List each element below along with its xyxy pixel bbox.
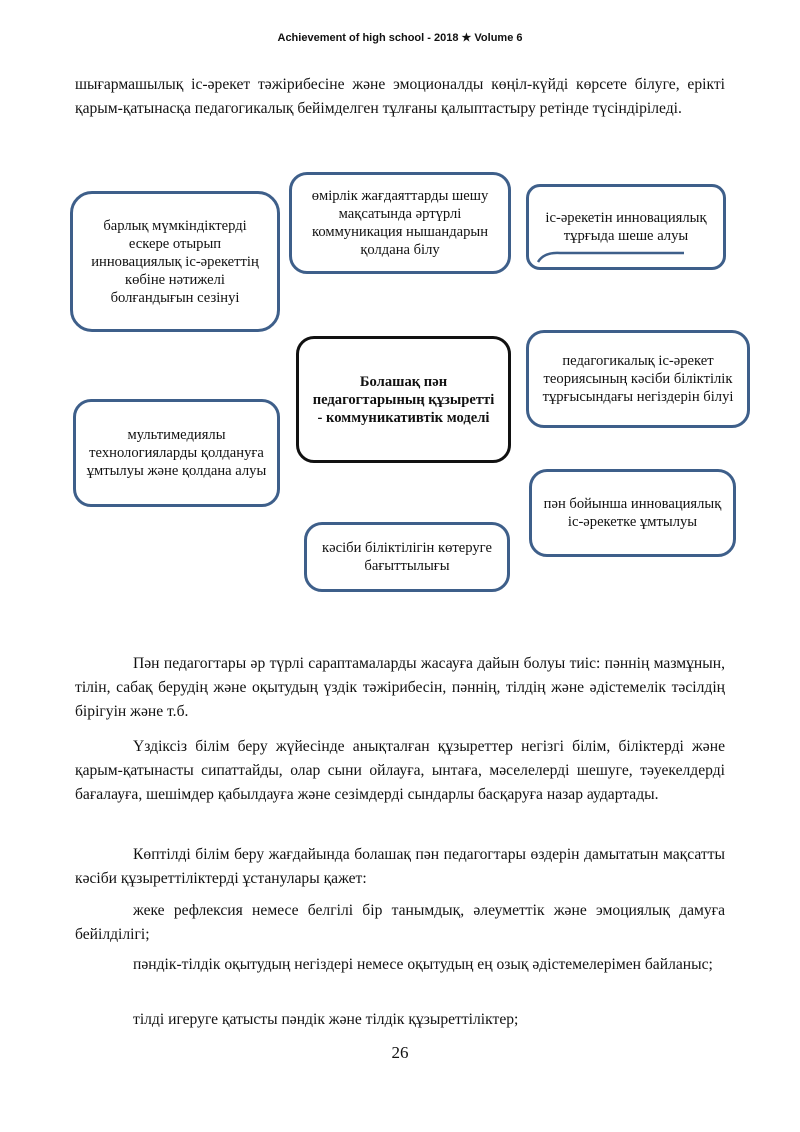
diagram-box-professional-growth [304, 522, 510, 592]
body-paragraph: тілді игеруге қатысты пәндік және тілдік құзыреттіліктер; [133, 1011, 519, 1028]
diagram-box-awareness [70, 191, 280, 332]
bracket-curl-decoration [536, 248, 686, 268]
diagram-box-multimedia [73, 399, 280, 507]
diagram-box-text: кәсіби біліктілігін көтеруге бағыттылығы [322, 540, 492, 574]
page-number: 26 [391, 1043, 409, 1062]
diagram-box-text: педагогикалық іс-әрекет теориясының кәсіби біліктілік тұрғысындағы негіздерін білуі [542, 353, 734, 405]
diagram-box-communication [289, 172, 511, 274]
diagram-box-text: пән бойынша инновациялық іс-әрекетке ұмтылуы [543, 496, 722, 530]
diagram-box-text: іс-әрекетін инновациялық тұрғыда шеше алуы [545, 210, 707, 244]
body-paragraph: жеке рефлексия немесе белгілі бір танымдық, әлеуметтік және эмоциялық дамуға бейілділігі; [75, 902, 725, 943]
body-paragraph: Үздіксіз білім беру жүйесінде анықталған құзыреттер негізгі білім, біліктерді және қарым-қатынасты сипаттайды, олар сыни ойлауға, ынтаға, мәселелерді шешуге, тәуекелдерді бағалауға, шешімдер қабылдауға және сезімдерді сындарлы басқаруға назар аудартады. [75, 738, 725, 803]
body-paragraph: пәндік-тілдік оқытудың негіздері немесе оқытудың ең озық әдістемелерімен байланыс; [133, 956, 713, 973]
diagram-box-text: өмірлік жағдаяттарды шешу мақсатында әртүрлі коммуникация нышандарын қолдана білу [311, 188, 489, 258]
diagram-box-theory-knowledge [526, 330, 750, 428]
body-paragraph: Пән педагогтары әр түрлі сараптамаларды жасауға дайын болуы тиіс: пәннің мазмұнын, тілін, сабақ берудің және оқытудың үздік тәжірибесін, пәннің, тілдің және әдістемелік тәсілдің бірігуін және т.б. [75, 655, 725, 720]
diagram-center-model [296, 336, 511, 463]
diagram-box-text: мультимедиялы технологияларды қолдануға ұмтылуы және қолдана алуы [86, 427, 267, 479]
running-header: Achievement of high school - 2018 ★ Volume 6 [277, 32, 523, 44]
diagram-center-text: Болашақ пән педагогтарының құзыретті - коммуникативтік моделі [312, 373, 495, 426]
diagram-box-subject-innovation [529, 469, 736, 557]
body-paragraph: Көптілді білім беру жағдайында болашақ пән педагогтары өздерін дамытатын мақсатты кәсіби құзыреттіліктерді ұстанулары қажет: [75, 846, 725, 887]
diagram-box-text: барлық мүмкіндіктерді ескере отырып инновациялық іс-әрекеттің көбіне нәтижелі болғандығын сезінуі [91, 217, 259, 306]
intro-paragraph: шығармашылық іс-әрекет тәжірибесіне және эмоционалды көңіл-күйді көрсете білуге, ерікті қарым-қатынасқа педагогикалық бейімделген тұлғаны қалыптастыру ретінде түсіндіріледі. [75, 76, 725, 117]
